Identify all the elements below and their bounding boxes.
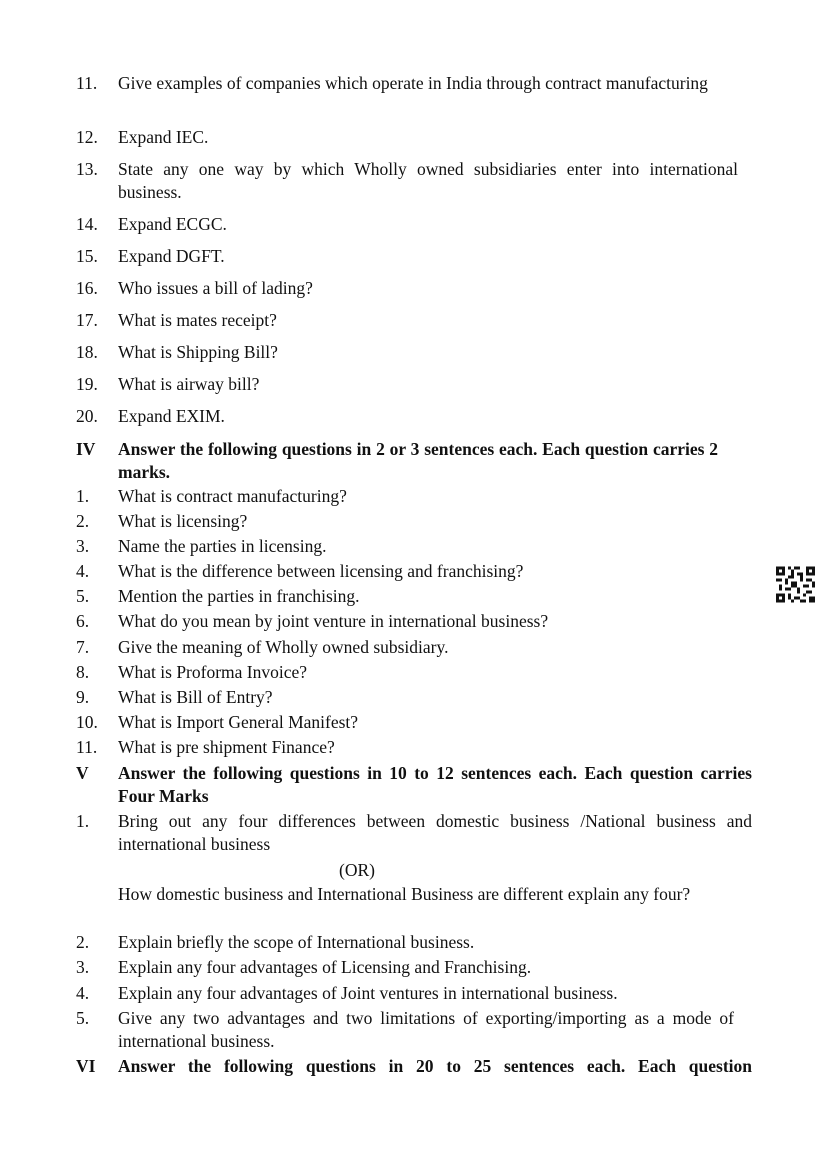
item-text: What is Shipping Bill? xyxy=(118,342,278,362)
list-item xyxy=(76,341,752,364)
item-text: Explain briefly the scope of International business. xyxy=(118,932,475,952)
section-heading-text: Answer the following questions in 10 to 12 sentences each. Each question carries Four Marks xyxy=(118,763,752,806)
list-item xyxy=(76,373,752,396)
item-text: What is mates receipt? xyxy=(118,310,277,330)
item-text: What is Import General Manifest? xyxy=(118,712,359,732)
list-item xyxy=(76,956,752,979)
section-heading xyxy=(76,1055,752,1078)
section-heading xyxy=(76,438,752,483)
item-number: 1. xyxy=(76,486,90,506)
item-number: 17. xyxy=(76,310,98,330)
section-heading-text: Answer the following questions in 20 to 25 sentences each. Each question xyxy=(118,1056,752,1076)
item-text: Explain any four advantages of Joint ventures in international business. xyxy=(118,983,618,1003)
list-item xyxy=(76,277,752,300)
list-item xyxy=(76,72,752,95)
list-item xyxy=(76,126,752,149)
item-text: Explain any four advantages of Licensing and Franchising. xyxy=(118,957,532,977)
item-text: Expand EXIM. xyxy=(118,406,225,426)
list-item xyxy=(76,810,752,855)
list-item xyxy=(76,1007,752,1052)
list-item xyxy=(76,711,752,734)
list-item xyxy=(76,661,752,684)
item-number: 2. xyxy=(76,511,90,531)
item-text: Give examples of companies which operate in India through contract manufacturing xyxy=(118,73,708,93)
item-text: Give any two advantages and two limitations of exporting/importing as a mode of international business. xyxy=(118,1008,734,1051)
item-text: Give the meaning of Wholly owned subsidiary. xyxy=(118,637,449,657)
item-text: How domestic business and International Business are different explain any four? xyxy=(118,884,691,904)
item-text: What is pre shipment Finance? xyxy=(118,737,335,757)
item-text: What is Proforma Invoice? xyxy=(118,662,308,682)
item-number: 20. xyxy=(76,406,98,426)
item-number: 19. xyxy=(76,374,98,394)
list-item xyxy=(76,485,752,508)
item-number: 11. xyxy=(76,737,98,757)
list-item xyxy=(76,405,752,428)
section-numeral: IV xyxy=(76,439,96,459)
item-number: 14. xyxy=(76,214,98,234)
item-text: Who issues a bill of lading? xyxy=(118,278,313,298)
item-number: 15. xyxy=(76,246,98,266)
item-text: Expand IEC. xyxy=(118,127,209,147)
list-item xyxy=(76,686,752,709)
item-number: 2. xyxy=(76,932,90,952)
list-item xyxy=(76,213,752,236)
list-item xyxy=(76,636,752,659)
list-item xyxy=(76,982,752,1005)
item-number: 5. xyxy=(76,1008,90,1028)
item-number: 16. xyxy=(76,278,98,298)
item-text: What is the difference between licensing and franchising? xyxy=(118,561,524,581)
item-number: 4. xyxy=(76,983,90,1003)
item-number: 7. xyxy=(76,637,90,657)
item-number: 8. xyxy=(76,662,90,682)
item-number: 3. xyxy=(76,957,90,977)
list-item xyxy=(76,535,752,558)
item-number: 11. xyxy=(76,73,98,93)
item-text: What is airway bill? xyxy=(118,374,260,394)
item-text: What is contract manufacturing? xyxy=(118,486,347,506)
or-separator: (OR) xyxy=(339,860,375,880)
list-item xyxy=(76,560,752,583)
list-item xyxy=(76,736,752,759)
list-item xyxy=(76,158,752,203)
item-number: 18. xyxy=(76,342,98,362)
list-item xyxy=(76,309,752,332)
item-text: Mention the parties in franchising. xyxy=(118,586,360,606)
list-item xyxy=(76,883,752,906)
list-item xyxy=(76,585,752,608)
item-text: What is licensing? xyxy=(118,511,248,531)
item-number: 6. xyxy=(76,611,90,631)
list-item xyxy=(76,510,752,533)
list-item xyxy=(76,931,752,954)
item-number: 12. xyxy=(76,127,98,147)
item-number: 4. xyxy=(76,561,90,581)
item-text: Name the parties in licensing. xyxy=(118,536,327,556)
item-text: What do you mean by joint venture in international business? xyxy=(118,611,549,631)
item-number: 9. xyxy=(76,687,90,707)
item-number: 10. xyxy=(76,712,98,732)
list-item xyxy=(76,610,752,633)
item-text: Expand ECGC. xyxy=(118,214,227,234)
section-numeral: V xyxy=(76,763,89,783)
item-number: 13. xyxy=(76,159,98,179)
item-number: 5. xyxy=(76,586,90,606)
item-text: What is Bill of Entry? xyxy=(118,687,273,707)
list-item xyxy=(76,245,752,268)
item-text: Expand DGFT. xyxy=(118,246,225,266)
item-text: Bring out any four differences between domestic business /National business and international business xyxy=(118,811,752,854)
item-number: 3. xyxy=(76,536,90,556)
item-text: State any one way by which Wholly owned subsidiaries enter into international business. xyxy=(118,159,738,202)
section-numeral: VI xyxy=(76,1056,96,1076)
item-number: 1. xyxy=(76,811,90,831)
section-heading-text: Answer the following questions in 2 or 3 sentences each. Each question carries 2 marks. xyxy=(118,439,718,482)
qr-code-icon xyxy=(776,566,815,603)
section-heading xyxy=(76,762,752,807)
